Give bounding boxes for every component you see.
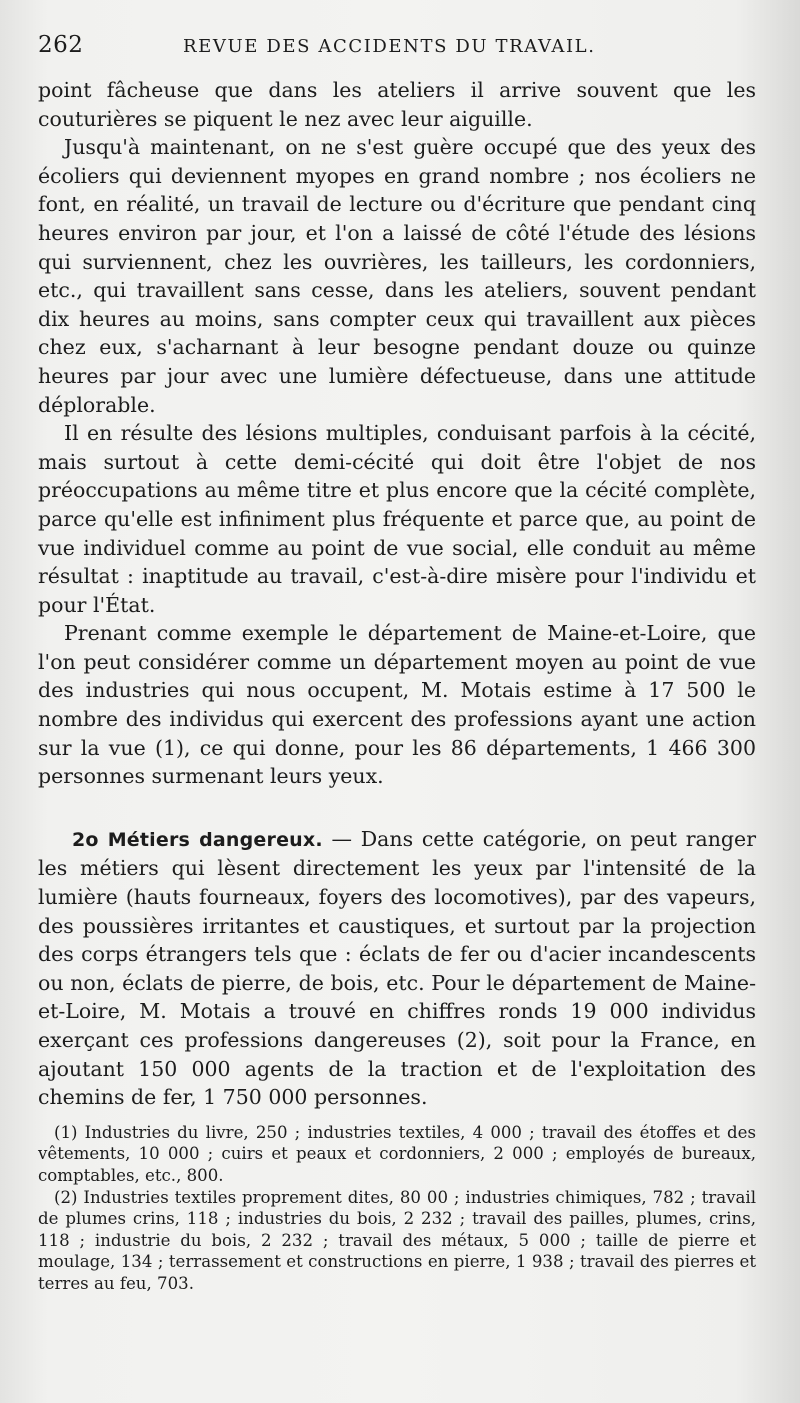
paragraph: Il en résulte des lésions multiples, conduisant parfois à la cécité, mais surtout à cette demi-cécité qui doit être l'objet de nos préoccupations au même titre et plus encore que la cécité complète, parce qu'elle est infiniment plus fréquente et parce que, au point de vue individuel comme au point de vue social, elle conduit au même résultat : inaptitude au travail, c'est-à-dire misère pour l'individu et pour l'État. [38,421,756,617]
running-head [38,30,758,66]
section-title: 2o Métiers dangereux. [72,828,323,851]
footnote: (1) Industries du livre, 250 ; industries textiles, 4 000 ; travail des étoffes et des vêtements, 10 000 ; cuirs et peaux et cordonniers, 2 000 ; employés de bureaux, comptables, etc., 800. [38,1122,756,1185]
paragraph: point fâcheuse que dans les ateliers il arrive souvent que les couturières se piquent le nez avec leur aiguille. [38,78,756,131]
page-number: 262 [38,32,84,58]
footnote: (2) Industries textiles proprement dites, 80 00 ; industries chimiques, 782 ; travail de plumes crins, 118 ; industries du bois, 2 232 ; travail des pailles, plumes, crins, 118 ; industrie du bois, 2 232 ; travail des métaux, 5 000 ; taille de pierre et moulage, 134 ; terrassement et constructions en pierre, 1 938 ; travail des pierres et terres au feu, 703. [38,1187,756,1293]
section-text: — Dans cette catégorie, on peut ranger les métiers qui lèsent directement les yeux par l'intensité de la lumière (hauts fourneaux, foyers des locomotives), par des vapeurs, des poussières irritantes et caustiques, et surtout par la projection des corps étrangers tels que : éclats de fer ou d'acier incandescents ou non, éclats de pierre, de bois, etc. Pour le département de Maine-et-Loire, M. Motais a trouvé en chiffres ronds 19 000 individus exerçant ces professions dangereuses (2), soit pour la France, en ajoutant 150 000 agents de la traction et de l'exploitation des chemins de fer, 1 750 000 personnes. [38,826,756,1110]
paragraph: Prenant comme exemple le département de Maine-et-Loire, que l'on peut considérer comme un département moyen au point de vue des industries qui nous occupent, M. Motais estime à 17 500 le nombre des individus qui exercent des professions ayant une action sur la vue (1), ce qui donne, pour les 86 départements, 1 466 300 personnes surmenant leurs yeux. [38,621,756,789]
paragraph: Jusqu'à maintenant, on ne s'est guère occupé que des yeux des écoliers qui deviennent myopes en grand nombre ; nos écoliers ne font, en réalité, un travail de lecture ou d'écriture que pendant cinq heures environ par jour, et l'on a laissé de côté l'étude des lésions qui surviennent, chez les ouvrières, les tailleurs, les cordonniers, etc., qui travaillent sans cesse, dans les ateliers, souvent pendant dix heures au moins, sans compter ceux qui travaillent aux pièces chez eux, s'acharnant à leur besogne pendant douze ou quinze heures par jour avec une lumière défectueuse, dans une attitude déplorable. [38,135,756,417]
body-text [38,76,756,1295]
footnotes [38,1122,756,1295]
section-paragraph [38,825,756,1112]
running-title: REVUE DES ACCIDENTS DU TRAVAIL. [183,36,596,57]
